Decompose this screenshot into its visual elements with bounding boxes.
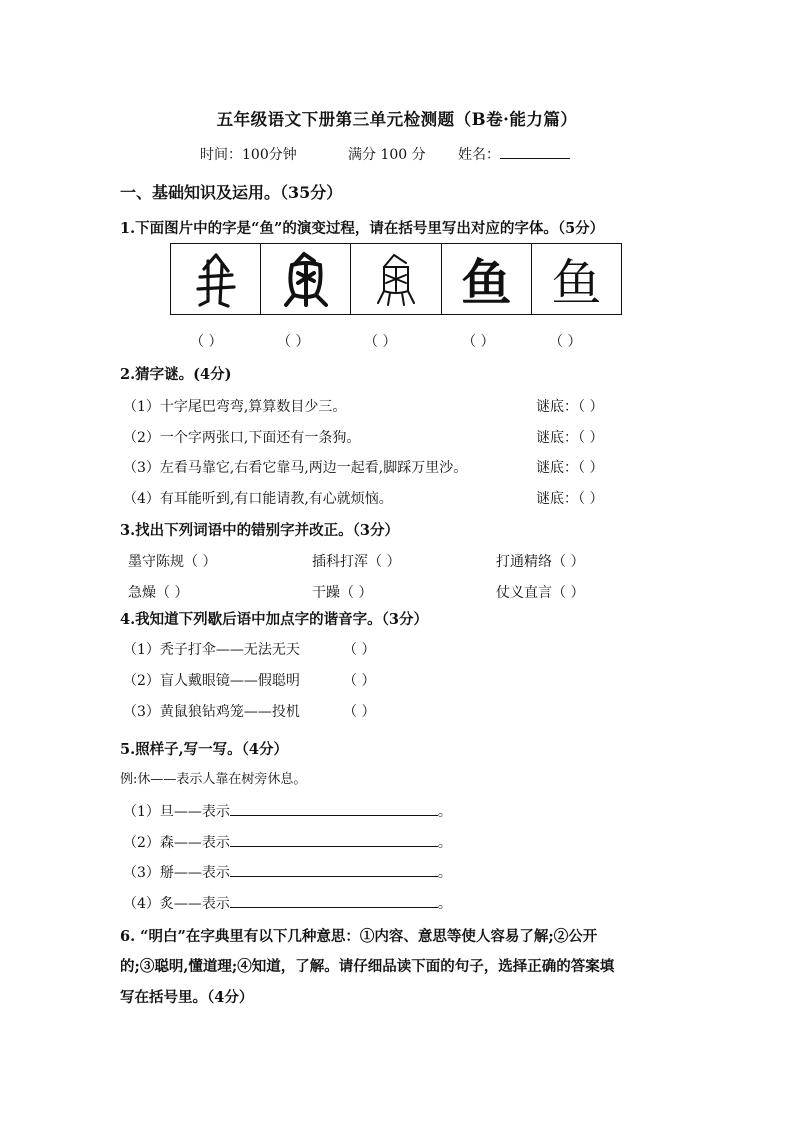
idiom-item: （3）黄鼠狼钻鸡笼——投机 [123,704,300,720]
exam-score: 满分 100 分 [348,147,426,163]
question-6-line: 写在括号里。（4分） [120,989,254,1006]
page-title: 五年级语文下册第三单元检测题（B卷·能力篇） [216,110,578,129]
answer-blank[interactable]: （ ） [364,334,397,350]
section-heading: 一、基础知识及运用。（35分） [120,183,343,202]
jinwen-fish-icon [276,249,336,309]
example-text: 例:休——表示人靠在树旁休息。 [120,772,307,787]
question-2-prompt: 2.猜字谜。(4分) [120,366,232,383]
write-item: （1）旦——表示 。 [123,801,452,821]
answer-blank[interactable]: （ ） [277,334,310,350]
riddle-answer[interactable]: 谜底：（ ） [536,491,604,507]
riddle-answer[interactable]: 谜底：（ ） [536,399,604,415]
typo-item[interactable]: 打通精络（ ） [496,554,585,570]
answer-blank[interactable]: （ ） [462,334,495,350]
question-4-prompt: 4.我知道下列歇后语中加点字的谐音字。（3分） [120,611,428,628]
exam-time: 时间：100分钟 [200,147,297,163]
jiaguwen-fish-icon [186,249,246,309]
glyph-cell [261,244,351,314]
question-1-prompt: 1.下面图片中的字是“鱼”的演变过程，请在括号里写出对应的字体。（5分） [120,220,605,237]
fish-evolution-table [170,243,622,315]
write-blank[interactable] [230,893,438,908]
write-blank[interactable] [230,801,438,816]
riddle-item: （4）有耳能听到,有口能请教,有心就烦恼。 [123,491,393,507]
write-blank[interactable] [230,862,438,877]
glyph-cell [171,244,261,314]
idiom-item: （2）盲人戴眼镜——假聪明 [123,673,300,689]
idiom-answer[interactable]: （ ） [343,673,376,689]
glyph-cell [442,244,532,314]
write-item-label: （2）森——表示 [123,835,230,851]
question-5-prompt: 5.照样子,写一写。（4分） [120,741,289,758]
write-item: （4）炙——表示 。 [123,893,452,913]
kaishu-fish-glyph: 鱼 [461,254,512,312]
question-6-line: 的;③聪明,懂道理;④知道，了解。请仔细品读下面的句子，选择正确的答案填 [120,958,615,975]
write-item: （2）森——表示 。 [123,832,452,852]
idiom-answer[interactable]: （ ） [343,642,376,658]
student-name-label: 姓名： [458,147,500,163]
typo-item[interactable]: 插科打浑（ ） [312,554,401,570]
write-item-label: （1）旦——表示 [123,804,230,820]
glyph-cell [351,244,441,314]
songti-fish-glyph: 鱼 [551,254,602,312]
answer-blank[interactable]: （ ） [190,334,223,350]
question-3-prompt: 3.找出下列词语中的错别字并改正。（3分） [120,522,399,539]
write-item-label: （4）炙——表示 [123,896,230,912]
question-6-line: 6. “明白”在字典里有以下几种意思：①内容、意思等使人容易了解;②公开 [120,928,598,945]
student-name-field[interactable] [458,144,570,164]
typo-item[interactable]: 墨守陈规（ ） [128,554,217,570]
riddle-item: （2）一个字两张口,下面还有一条狗。 [123,430,361,446]
idiom-answer[interactable]: （ ） [343,704,376,720]
answer-blank[interactable]: （ ） [549,334,582,350]
idiom-item: （1）秃子打伞——无法无天 [123,642,300,658]
write-item-label: （3）掰——表示 [123,865,230,881]
write-blank[interactable] [230,832,438,847]
typo-item[interactable]: 干躁（ ） [312,585,373,601]
typo-item[interactable]: 仗义直言（ ） [496,585,585,601]
riddle-answer[interactable]: 谜底：（ ） [536,460,604,476]
student-name-blank[interactable] [500,144,570,159]
write-item: （3）掰——表示 。 [123,862,452,882]
riddle-answer[interactable]: 谜底：（ ） [536,430,604,446]
typo-item[interactable]: 急燥（ ） [128,585,189,601]
glyph-cell [532,244,621,314]
zhuan-fish-icon [366,249,426,309]
riddle-item: （3）左看马靠它,右看它靠马,两边一起看,脚踩万里沙。 [123,460,468,476]
riddle-item: （1）十字尾巴弯弯,算算数目少三。 [123,399,347,415]
